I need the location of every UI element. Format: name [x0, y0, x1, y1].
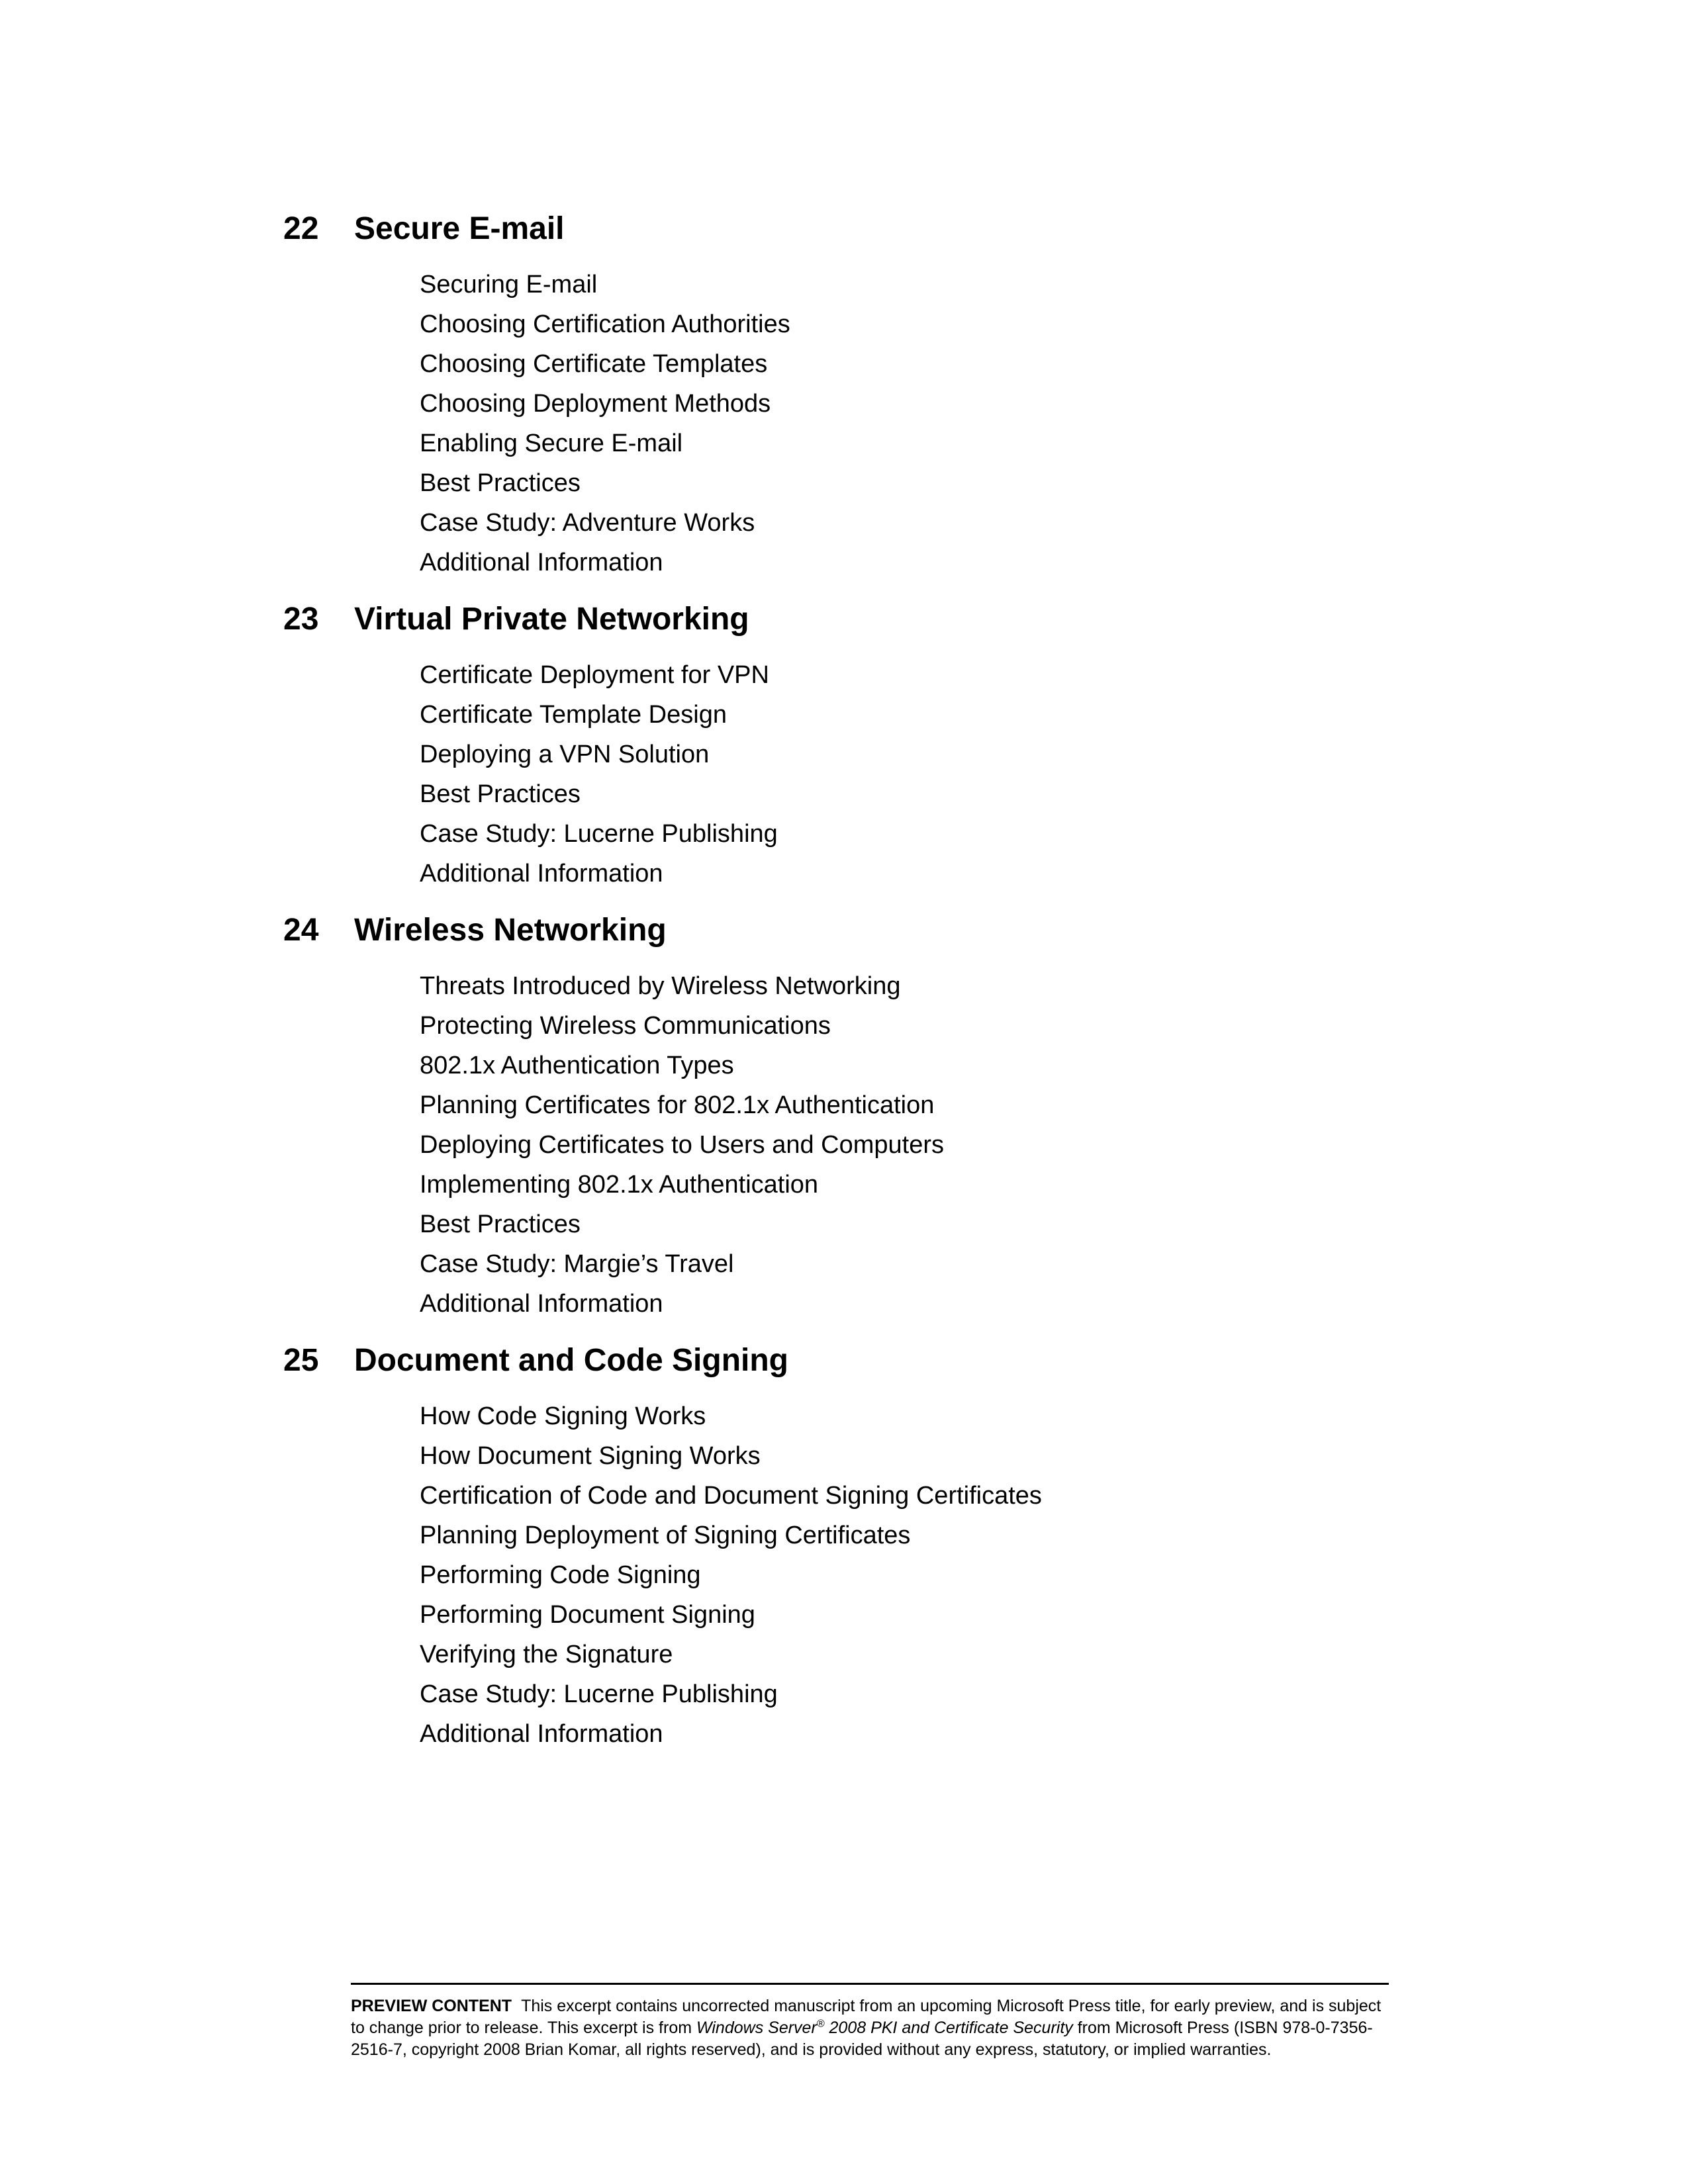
disclaimer-text: This excerpt contains uncorrected manuscript from an upcoming Microsoft Press title, for early preview, and is subject to change prior to release. This excerpt is from [351, 1997, 1382, 2037]
section-item: Certification of Code and Document Signing Certificates [420, 1482, 1042, 1510]
chapter-24 [283, 912, 1475, 1325]
chapter-heading [283, 601, 1475, 657]
section-item: Choosing Deployment Methods [420, 390, 771, 418]
chapter-number: 25 [283, 1343, 319, 1378]
section-item: Additional Information [420, 1290, 663, 1318]
chapter-title: Document and Code Signing [354, 1343, 788, 1378]
section-item: Performing Code Signing [420, 1561, 701, 1589]
section-item: Best Practices [420, 1210, 581, 1238]
section-list [283, 657, 1475, 895]
section-item: How Document Signing Works [420, 1442, 761, 1470]
chapter-23 [283, 601, 1475, 895]
section-item: Additional Information [420, 860, 663, 887]
section-item: Case Study: Margie’s Travel [420, 1250, 734, 1278]
table-of-contents [283, 210, 1475, 1772]
section-item: Threats Introduced by Wireless Networking [420, 972, 901, 1000]
section-item: Certificate Deployment for VPN [420, 661, 769, 689]
chapter-title: Secure E-mail [354, 211, 565, 246]
section-item: Choosing Certificate Templates [420, 350, 768, 378]
section-item: Best Practices [420, 469, 581, 497]
section-item: Best Practices [420, 780, 581, 808]
section-item: Additional Information [420, 549, 663, 576]
section-item: Deploying Certificates to Users and Computers [420, 1131, 945, 1159]
section-item: How Code Signing Works [420, 1402, 706, 1430]
book-title-part: 2008 PKI and Certificate Security [824, 2019, 1073, 2037]
chapter-number: 23 [283, 602, 319, 637]
chapter-number: 22 [283, 211, 319, 246]
section-item: Implementing 802.1x Authentication [420, 1171, 819, 1199]
section-item: Case Study: Adventure Works [420, 509, 755, 537]
chapter-heading [283, 1342, 1475, 1398]
section-item: Enabling Secure E-mail [420, 430, 683, 457]
section-item: Additional Information [420, 1720, 663, 1748]
chapter-title: Wireless Networking [354, 913, 667, 948]
section-list [283, 266, 1475, 584]
section-item: Case Study: Lucerne Publishing [420, 820, 778, 848]
section-list [283, 1398, 1475, 1755]
book-title-part: Windows Server [696, 2019, 817, 2037]
chapter-25 [283, 1342, 1475, 1755]
section-item: Securing E-mail [420, 271, 598, 298]
chapter-heading [283, 210, 1475, 266]
registered-mark: ® [816, 2018, 825, 2030]
section-item: Certificate Template Design [420, 701, 727, 729]
section-item: 802.1x Authentication Types [420, 1052, 734, 1079]
section-item: Protecting Wireless Communications [420, 1012, 831, 1040]
section-item: Planning Deployment of Signing Certificates [420, 1522, 911, 1549]
section-item: Deploying a VPN Solution [420, 741, 710, 768]
book-title [696, 2019, 1073, 2037]
chapter-22 [283, 210, 1475, 584]
preview-label: PREVIEW CONTENT [351, 1997, 512, 2015]
section-item: Performing Document Signing [420, 1601, 755, 1629]
section-item: Case Study: Lucerne Publishing [420, 1680, 778, 1708]
section-list [283, 968, 1475, 1325]
chapter-number: 24 [283, 913, 319, 948]
chapter-heading [283, 912, 1475, 968]
section-item: Choosing Certification Authorities [420, 310, 790, 338]
chapter-title: Virtual Private Networking [354, 602, 749, 637]
preview-disclaimer [351, 1983, 1389, 2061]
section-item: Planning Certificates for 802.1x Authentication [420, 1091, 935, 1119]
disclaimer-text: from Microsoft Press (ISBN 978-0-7356-2516-7, copyright 2008 Brian Komar, all rights reserved), and is provided without any express, statutory, or implied warranties. [351, 2019, 1373, 2059]
section-item: Verifying the Signature [420, 1641, 673, 1668]
